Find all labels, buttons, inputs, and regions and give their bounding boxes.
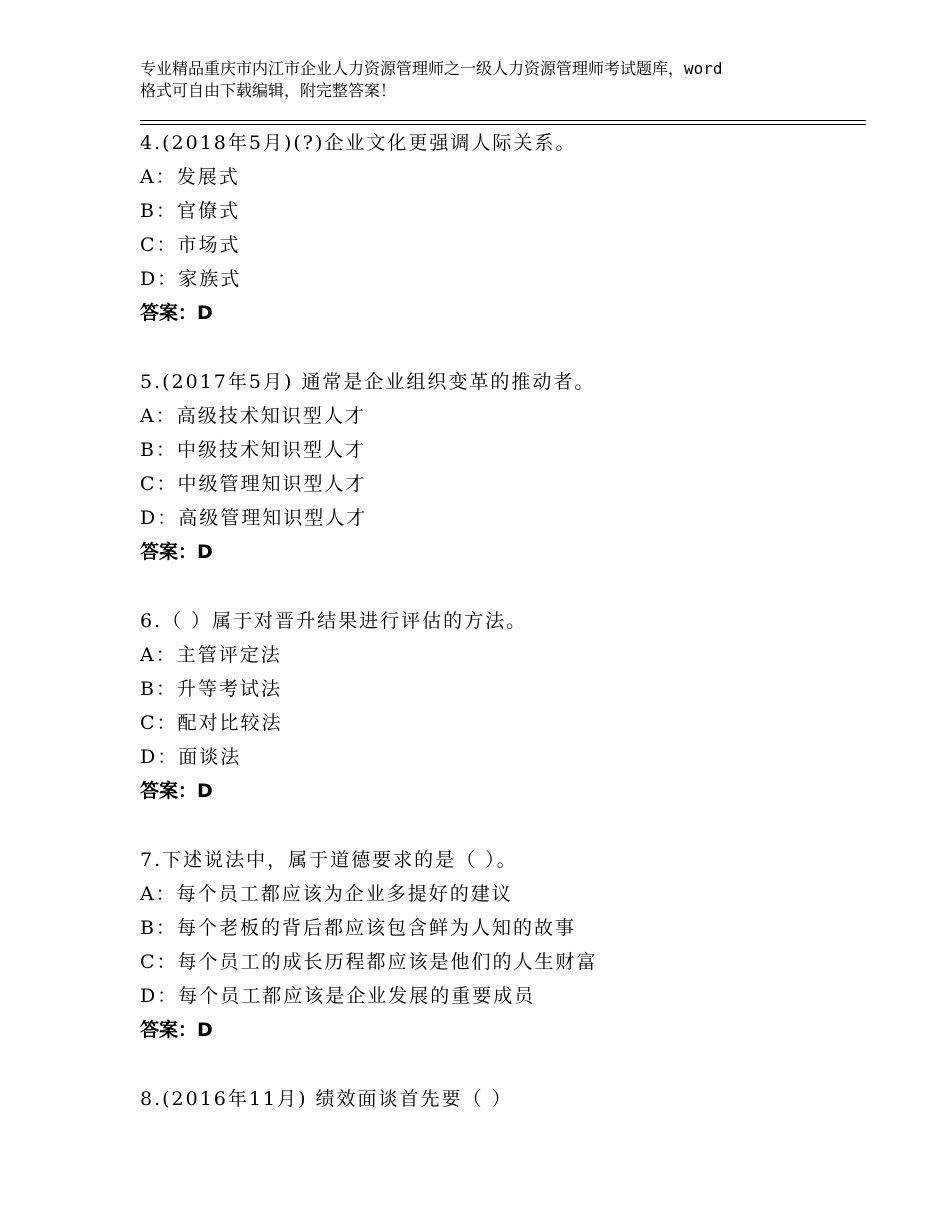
option-a: A：主管评定法	[140, 644, 282, 666]
question-spacer	[140, 569, 866, 604]
question-6	[140, 604, 866, 808]
option-a: A：高级技术知识型人才	[140, 405, 366, 427]
header-title-line-1: 专业精品重庆市内江市企业人力资源管理师之一级人力资源管理师考试题库，word	[140, 59, 723, 78]
answer-label: 答案：D	[140, 541, 213, 563]
question-spacer	[140, 808, 866, 843]
question-stem: 7.下述说法中，属于道德要求的是（ ）。	[140, 849, 518, 871]
question-4	[140, 126, 866, 330]
option-d: D：高级管理知识型人才	[140, 507, 368, 529]
document-header	[140, 58, 840, 102]
question-spacer	[140, 1047, 866, 1082]
option-d: D：面谈法	[140, 746, 242, 768]
question-stem: 8.(2016年11月) 绩效面谈首先要（ ）	[140, 1088, 513, 1110]
option-c: C：配对比较法	[140, 712, 283, 734]
option-c: C：中级管理知识型人才	[140, 473, 367, 495]
answer-label: 答案：D	[140, 302, 213, 324]
question-stem: 6.（ ）属于对晋升结果进行评估的方法。	[140, 610, 528, 632]
option-a: A：发展式	[140, 166, 240, 188]
option-d: D：每个员工都应该是企业发展的重要成员	[140, 985, 536, 1007]
answer-label: 答案：D	[140, 1019, 213, 1041]
option-b: B：中级技术知识型人才	[140, 439, 366, 461]
option-b: B：每个老板的背后都应该包含鲜为人知的故事	[140, 917, 576, 939]
header-title-line-2: 格式可自由下载编辑，附完整答案！	[140, 81, 397, 100]
option-b: B：升等考试法	[140, 678, 282, 700]
answer-label: 答案：D	[140, 780, 213, 802]
option-c: C：每个员工的成长历程都应该是他们的人生财富	[140, 951, 598, 973]
option-d: D：家族式	[140, 268, 242, 290]
option-b: B：官僚式	[140, 200, 240, 222]
question-5	[140, 365, 866, 569]
question-spacer	[140, 330, 866, 365]
question-stem: 4.(2018年5月)(?)企业文化更强调人际关系。	[140, 132, 577, 154]
question-7	[140, 843, 866, 1047]
question-list	[140, 126, 866, 1116]
header-divider	[140, 120, 866, 125]
question-8	[140, 1082, 866, 1116]
option-a: A：每个员工都应该为企业多提好的建议	[140, 883, 513, 905]
question-stem: 5.(2017年5月) 通常是企业组织变革的推动者。	[140, 371, 596, 393]
option-c: C：市场式	[140, 234, 241, 256]
